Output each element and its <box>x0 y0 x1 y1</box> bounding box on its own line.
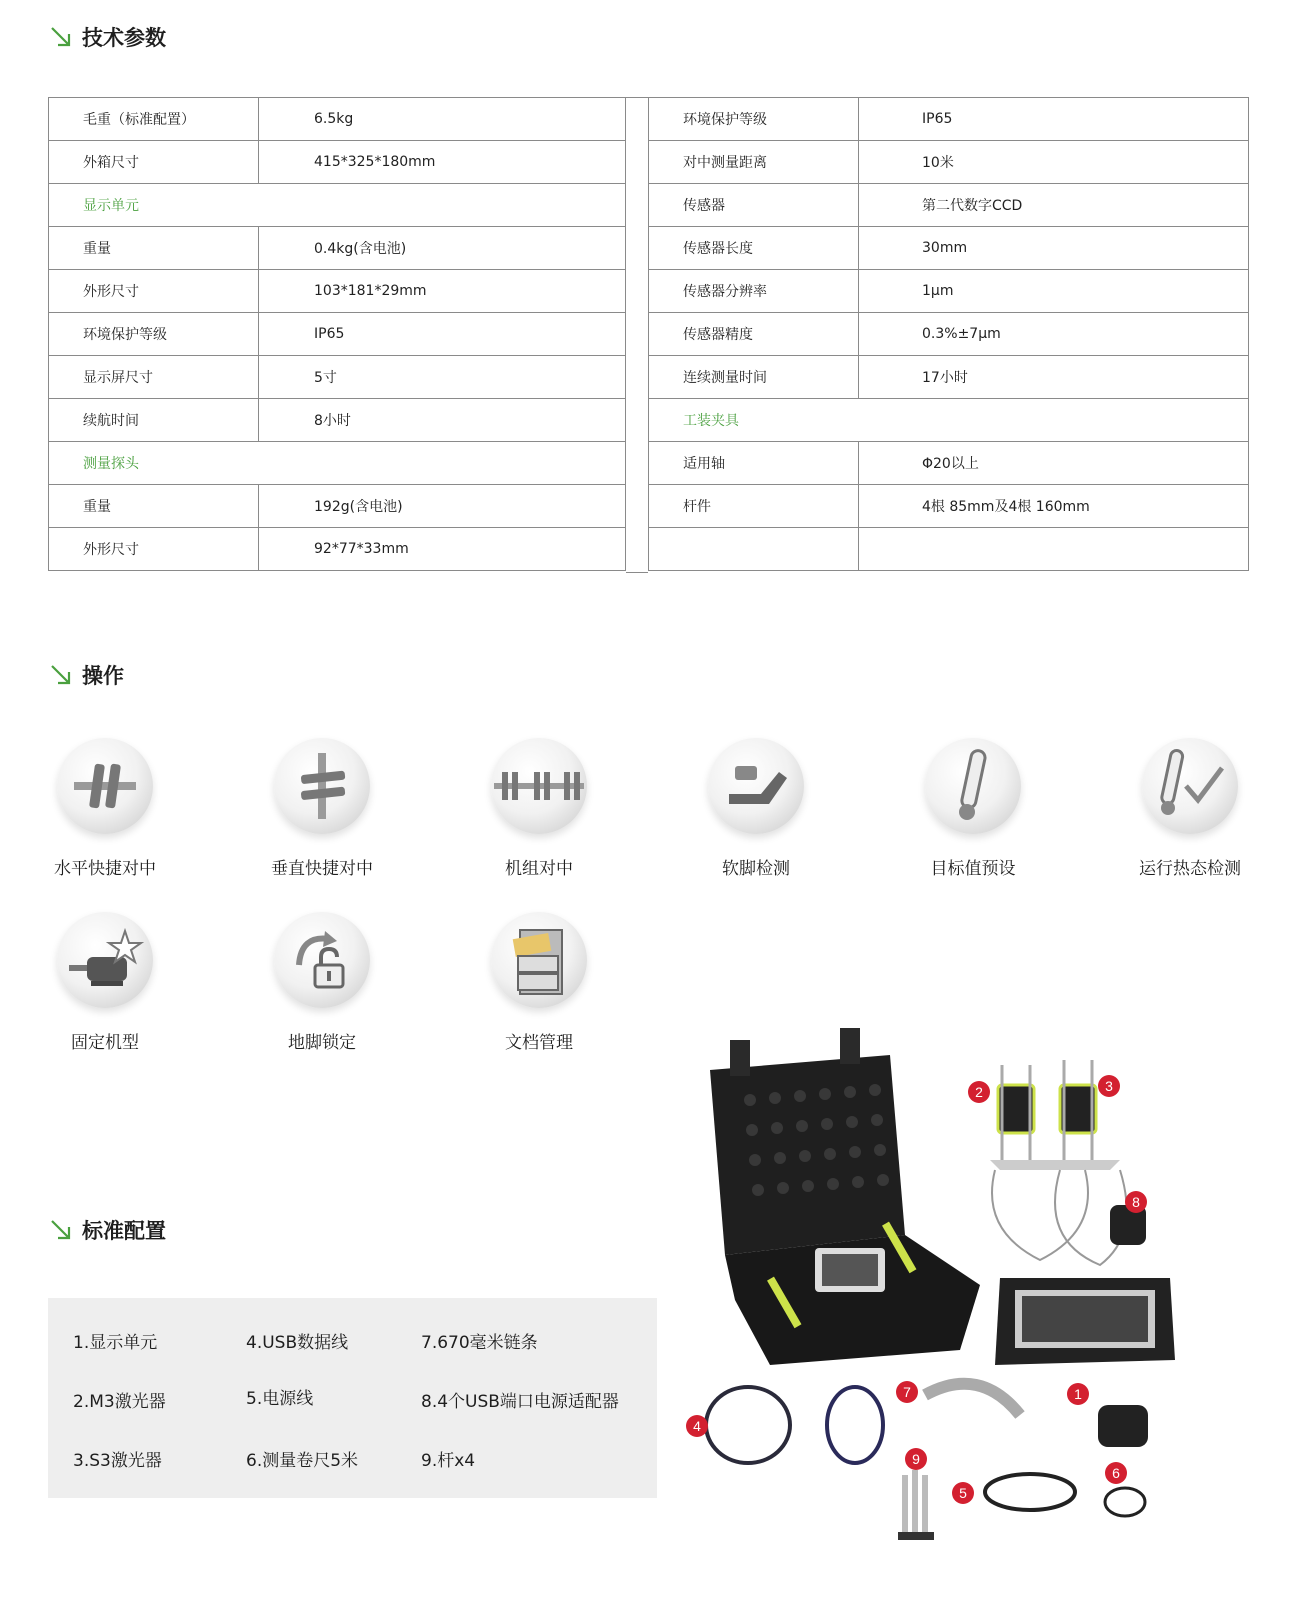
badge-5: 5 <box>952 1482 974 1504</box>
document-cabinet-icon <box>491 912 587 1008</box>
spec-row <box>649 98 1249 141</box>
badge-2: 2 <box>968 1081 990 1103</box>
spec-row <box>49 270 626 313</box>
config-item: 1.显示单元 <box>73 1333 158 1353</box>
spec-row <box>649 184 1249 227</box>
spec-value: IP65 <box>259 313 626 356</box>
spec-key: 外箱尺寸 <box>49 141 259 184</box>
op-target-value: 目标值预设 <box>883 738 1063 879</box>
spec-row <box>49 442 626 485</box>
soft-foot-icon <box>708 738 804 834</box>
specs-section-title: 技术参数 <box>50 22 166 52</box>
spec-key: 适用轴 <box>649 442 859 485</box>
spec-value: 192g(含电池) <box>259 485 626 528</box>
spec-row <box>649 356 1249 399</box>
spec-value: 30mm <box>859 227 1249 270</box>
op-soft-foot: 软脚检测 <box>666 738 846 879</box>
fixed-machine-icon <box>57 912 153 1008</box>
spec-key: 毛重（标准配置） <box>49 98 259 141</box>
badge-9: 9 <box>905 1448 927 1470</box>
spec-value: Φ20以上 <box>859 442 1249 485</box>
badge-7: 7 <box>896 1381 918 1403</box>
spec-key: 传感器分辨率 <box>649 270 859 313</box>
arrow-down-right-icon <box>50 26 72 48</box>
spec-value: 5寸 <box>259 356 626 399</box>
spec-row <box>49 356 626 399</box>
spec-row <box>649 227 1249 270</box>
thermal-check-icon <box>1142 738 1238 834</box>
spec-row <box>49 485 626 528</box>
spec-row <box>649 399 1249 442</box>
config-section-title: 标准配置 <box>50 1215 166 1245</box>
spec-row <box>49 184 626 227</box>
spec-value: 1μm <box>859 270 1249 313</box>
spec-value: 0.3%±7μm <box>859 313 1249 356</box>
spec-row <box>649 528 1249 571</box>
specs-table-right <box>648 97 1249 571</box>
op-fixed-machine: 固定机型 <box>15 912 195 1053</box>
config-list <box>48 1298 657 1498</box>
spec-key: 外形尺寸 <box>49 528 259 571</box>
spec-value: 10米 <box>859 141 1249 184</box>
spec-value: 92*77*33mm <box>259 528 626 571</box>
spec-key: 续航时间 <box>49 399 259 442</box>
vertical-align-icon <box>274 738 370 834</box>
spec-value: 415*325*180mm <box>259 141 626 184</box>
badge-6: 6 <box>1105 1462 1127 1484</box>
spec-value: 103*181*29mm <box>259 270 626 313</box>
spec-key: 显示屏尺寸 <box>49 356 259 399</box>
op-machine-train: 机组对中 <box>449 738 629 879</box>
table-separator <box>626 97 648 573</box>
spec-key: 重量 <box>49 485 259 528</box>
spec-key: 传感器长度 <box>649 227 859 270</box>
config-item: 3.S3激光器 <box>73 1451 162 1471</box>
arrow-down-right-icon <box>50 664 72 686</box>
badge-1: 1 <box>1067 1383 1089 1405</box>
spec-value: 4根 85mm及4根 160mm <box>859 485 1249 528</box>
spec-key: 重量 <box>49 227 259 270</box>
spec-value: 第二代数字CCD <box>859 184 1249 227</box>
badge-4: 4 <box>686 1415 708 1437</box>
horizontal-align-icon <box>57 738 153 834</box>
spec-value: 17小时 <box>859 356 1249 399</box>
spec-key <box>649 528 859 571</box>
foot-lock-icon <box>274 912 370 1008</box>
spec-row <box>49 313 626 356</box>
config-item: 2.M3激光器 <box>73 1392 166 1412</box>
spec-row <box>49 399 626 442</box>
badge-8: 8 <box>1125 1191 1147 1213</box>
spec-key: 环境保护等级 <box>49 313 259 356</box>
spec-value: IP65 <box>859 98 1249 141</box>
spec-row <box>649 485 1249 528</box>
arrow-down-right-icon <box>50 1219 72 1241</box>
spec-row <box>649 141 1249 184</box>
op-thermal-check: 运行热态检测 <box>1100 738 1280 879</box>
spec-category: 工装夹具 <box>649 399 1249 442</box>
spec-row <box>49 528 626 571</box>
spec-row <box>649 313 1249 356</box>
op-vertical-align: 垂直快捷对中 <box>232 738 412 879</box>
spec-key: 外形尺寸 <box>49 270 259 313</box>
spec-key: 传感器 <box>649 184 859 227</box>
spec-key: 对中测量距离 <box>649 141 859 184</box>
config-item: 7.670毫米链条 <box>421 1333 538 1353</box>
spec-value <box>859 528 1249 571</box>
op-foot-lock: 地脚锁定 <box>232 912 412 1053</box>
spec-value: 6.5kg <box>259 98 626 141</box>
product-kit-image <box>680 1020 1200 1580</box>
spec-key: 传感器精度 <box>649 313 859 356</box>
specs-table-left <box>48 97 626 571</box>
badge-3: 3 <box>1098 1075 1120 1097</box>
config-item: 8.4个USB端口电源适配器 <box>421 1392 619 1412</box>
config-item: 4.USB数据线 <box>246 1333 349 1353</box>
spec-value: 0.4kg(含电池) <box>259 227 626 270</box>
spec-row <box>649 442 1249 485</box>
spec-key: 杆件 <box>649 485 859 528</box>
spec-row <box>49 98 626 141</box>
spec-category: 测量探头 <box>49 442 626 485</box>
config-item: 5.电源线 <box>246 1389 314 1409</box>
op-document-management: 文档管理 <box>449 912 629 1053</box>
spec-category: 显示单元 <box>49 184 626 227</box>
spec-key: 环境保护等级 <box>649 98 859 141</box>
op-horizontal-align: 水平快捷对中 <box>15 738 195 879</box>
ops-section-title: 操作 <box>50 660 124 690</box>
spec-key: 连续测量时间 <box>649 356 859 399</box>
spec-value: 8小时 <box>259 399 626 442</box>
spec-row <box>49 141 626 184</box>
spec-row <box>649 270 1249 313</box>
target-value-icon <box>925 738 1021 834</box>
config-item: 6.测量卷尺5米 <box>246 1451 359 1471</box>
spec-row <box>49 227 626 270</box>
config-item: 9.杆x4 <box>421 1451 476 1471</box>
machine-train-icon <box>491 738 587 834</box>
